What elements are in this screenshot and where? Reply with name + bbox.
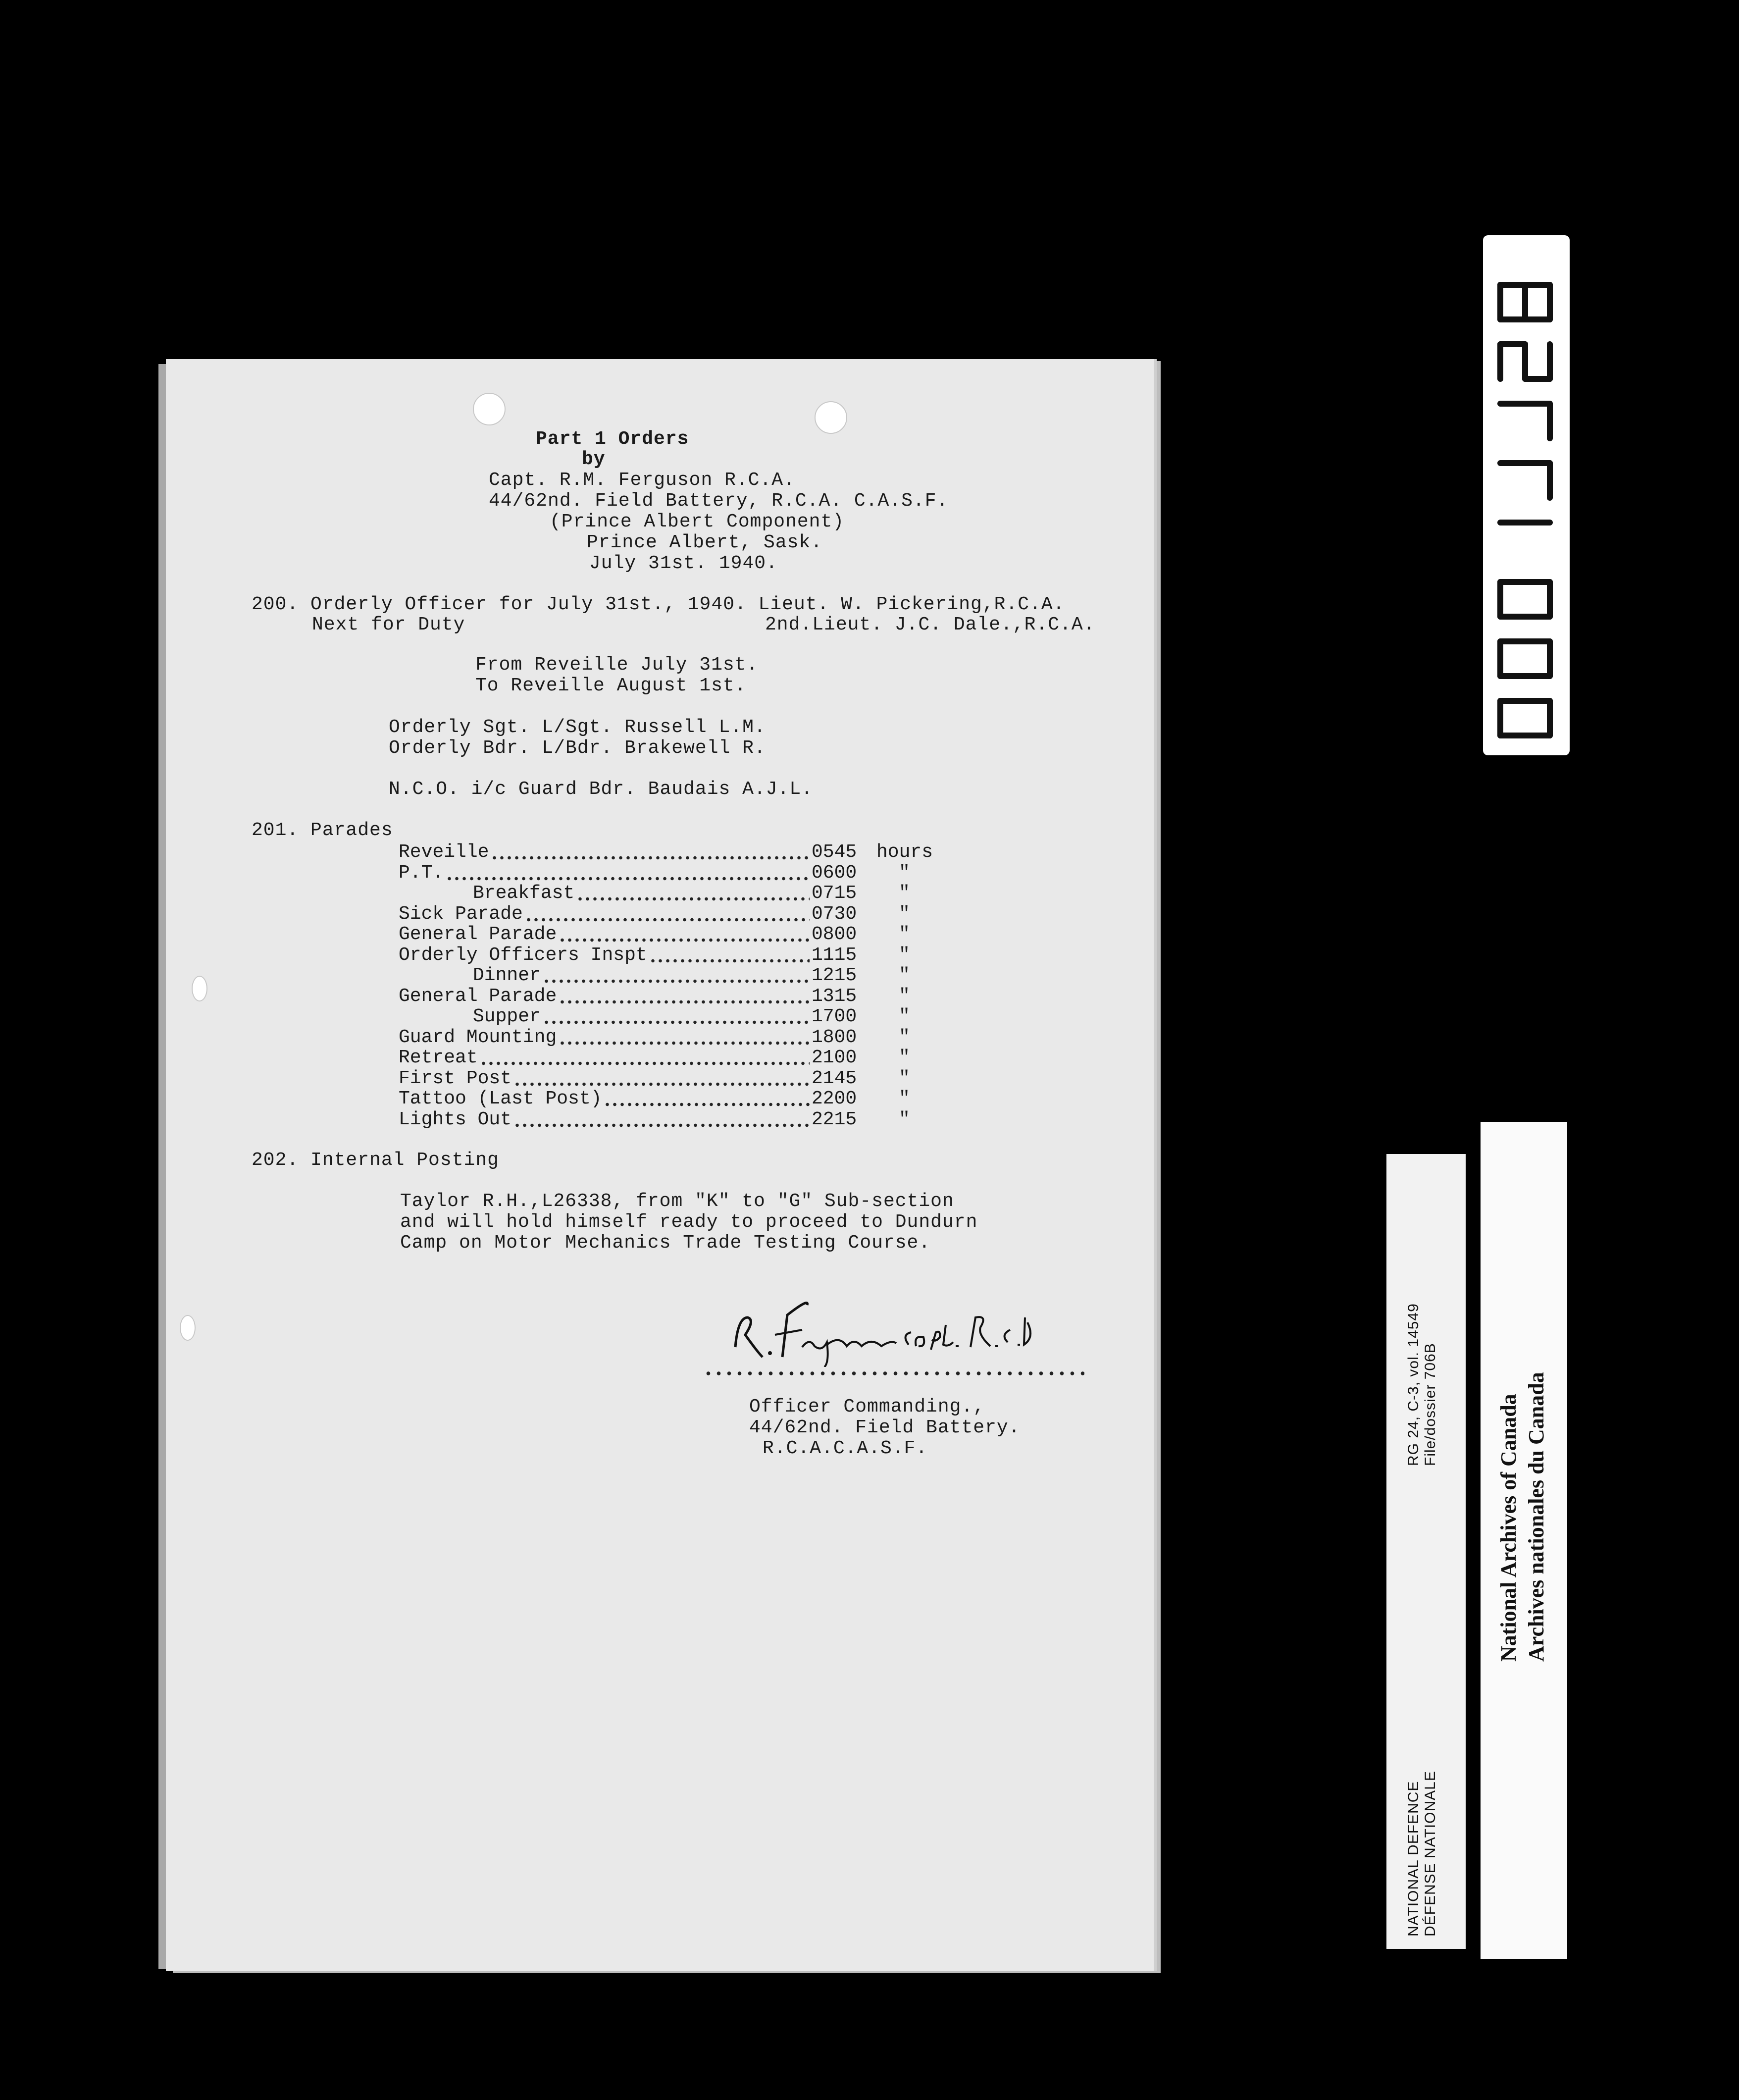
orders-unit: 44/62nd. Field Battery, R.C.A. C.A.S.F. (489, 490, 949, 512)
parade-name: Sick Parade (399, 903, 523, 925)
leader-dots (513, 1123, 810, 1127)
leader-dots (491, 856, 810, 860)
leader-dots (559, 938, 810, 942)
frame-digit (1500, 701, 1550, 735)
parade-name: P.T. (399, 862, 444, 884)
parade-time: 0600 (812, 862, 857, 884)
parade-time: 0715 (812, 883, 857, 904)
parade-name: Breakfast (473, 883, 575, 904)
order-202-line3: Camp on Motor Mechanics Trade Testing Course. (400, 1232, 931, 1254)
parade-name: Tattoo (Last Post) (399, 1088, 602, 1109)
punch-hole-top-right (815, 401, 847, 434)
parade-time: 2200 (812, 1088, 857, 1109)
label-dept-en: NATIONAL DEFENCE (1405, 1781, 1422, 1937)
orders-component: (Prince Albert Component) (550, 511, 845, 532)
parade-time: 1700 (812, 1006, 857, 1027)
order-200-line1: 200. Orderly Officer for July 31st., 1940. Lieut. W. Pickering,R.C.A. (252, 594, 1065, 615)
order-200-nco: N.C.O. i/c Guard Bdr. Baudais A.J.L. (389, 779, 813, 800)
order-200-sgt: Orderly Sgt. L/Sgt. Russell L.M. (389, 717, 766, 738)
parade-time: 0800 (812, 924, 857, 945)
leader-dots (543, 979, 810, 983)
signature-line (703, 1371, 1084, 1376)
parade-time: 0730 (812, 903, 857, 925)
leader-dots (576, 897, 810, 901)
frame-digit (1500, 404, 1550, 438)
frame-digit (1500, 285, 1550, 319)
frame-digit (1500, 582, 1550, 617)
punch-hole-side-lower (180, 1315, 196, 1341)
parade-time: 1315 (812, 985, 857, 1007)
leader-dots (559, 1041, 810, 1045)
parade-name: General Parade (399, 985, 557, 1007)
parade-name: Dinner (473, 965, 541, 986)
parade-name: First Post (399, 1067, 512, 1089)
parade-time: 1800 (812, 1026, 857, 1048)
archive-reference-label (1386, 1154, 1466, 1949)
parade-unit: " (899, 924, 910, 945)
frame-number-strip (1483, 235, 1570, 755)
parade-unit: " (899, 1026, 910, 1048)
parade-unit: " (899, 1108, 910, 1130)
orders-by: by (582, 449, 606, 470)
orders-date: July 31st. 1940. (589, 553, 778, 574)
frame-digit (1500, 463, 1550, 498)
parade-unit: " (899, 965, 910, 986)
punch-hole-top-left (473, 393, 506, 425)
parade-name: General Parade (399, 924, 557, 945)
parade-time: 0545 (812, 841, 857, 863)
label-dept-fr: DÉFENSE NATIONALE (1422, 1771, 1438, 1937)
punch-hole-side-upper (192, 976, 207, 1001)
leader-dots (525, 918, 810, 922)
parade-name: Lights Out (399, 1108, 512, 1130)
leader-dots (446, 877, 810, 881)
parade-time: 1215 (812, 965, 857, 986)
order-202-heading: 202. Internal Posting (252, 1150, 499, 1171)
leader-dots (649, 959, 810, 963)
parade-name: Retreat (399, 1047, 478, 1068)
orders-place: Prince Albert, Sask. (587, 532, 823, 553)
leader-dots (543, 1020, 810, 1024)
signoff-corps: R.C.A.C.A.S.F. (763, 1438, 928, 1459)
parade-name: Orderly Officers Inspt (399, 944, 647, 966)
leader-dots (513, 1082, 810, 1086)
frame-digit (1500, 344, 1550, 379)
parade-unit: " (899, 1088, 910, 1109)
signoff-unit: 44/62nd. Field Battery. (749, 1417, 1021, 1438)
order-201-heading: 201. Parades (252, 820, 393, 841)
order-200-bdr: Orderly Bdr. L/Bdr. Brakewell R. (389, 737, 766, 759)
parade-unit: " (899, 944, 910, 966)
parade-unit: hours (876, 841, 933, 863)
orders-title: Part 1 Orders (536, 428, 689, 450)
parade-time: 2100 (812, 1047, 857, 1068)
nac-french: Archives nationales du Canada (1524, 1372, 1548, 1662)
frame-digit (1500, 641, 1550, 676)
parade-time: 2145 (812, 1067, 857, 1089)
parade-name: Guard Mounting (399, 1026, 557, 1048)
nac-english: National Archives of Canada (1496, 1394, 1521, 1662)
order-200-next-label: Next for Duty (312, 614, 465, 635)
leader-dots (480, 1061, 810, 1065)
parade-unit: " (899, 903, 910, 925)
parade-unit: " (899, 862, 910, 884)
order-200-from: From Reveille July 31st. (475, 654, 759, 676)
parade-unit: " (899, 1047, 910, 1068)
order-202-line1: Taylor R.H.,L26338, from "K" to "G" Sub-section (400, 1191, 954, 1212)
frame-number-digits (1483, 235, 1570, 755)
leader-dots (559, 1000, 810, 1004)
parade-unit: " (899, 1067, 910, 1089)
order-200-next-name: 2nd.Lieut. J.C. Dale.,R.C.A. (765, 614, 1095, 635)
handwritten-signature (728, 1288, 1035, 1367)
parade-unit: " (899, 1006, 910, 1027)
signoff-title: Officer Commanding., (749, 1396, 985, 1418)
parade-unit: " (899, 985, 910, 1007)
parade-name: Reveille (399, 841, 489, 863)
parade-time: 2215 (812, 1108, 857, 1130)
national-archives-label (1481, 1122, 1567, 1959)
order-200-to: To Reveille August 1st. (475, 675, 747, 696)
orders-officer: Capt. R.M. Ferguson R.C.A. (489, 470, 795, 491)
label-ref-file: File/dossier 706B (1422, 1343, 1438, 1466)
parade-name: Supper (473, 1006, 541, 1027)
label-ref-volume: RG 24, C-3, vol. 14549 (1405, 1303, 1422, 1466)
order-202-line2: and will hold himself ready to proceed to Dundurn (400, 1211, 978, 1233)
parade-time: 1115 (812, 944, 857, 966)
leader-dots (604, 1102, 810, 1106)
parade-unit: " (899, 883, 910, 904)
